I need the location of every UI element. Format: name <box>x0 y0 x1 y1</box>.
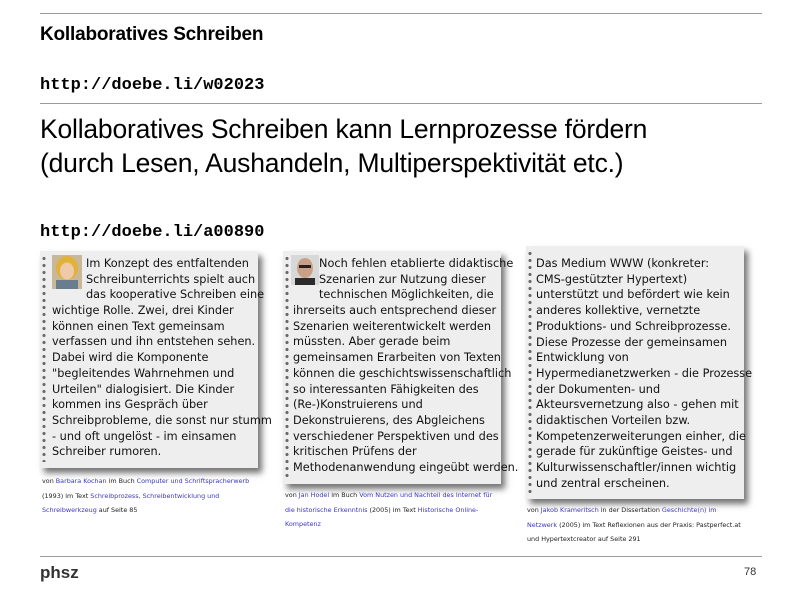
author-link[interactable]: Jan Hodel <box>298 491 330 499</box>
headline-line-1: Kollaboratives Schreiben kann Lernprozesse fördern <box>40 114 648 144</box>
dissertation-link[interactable]: Geschichte(n) im <box>661 506 717 514</box>
quote-text-krameritsch <box>536 256 752 492</box>
quote-line: technischen Möglichkeiten, die <box>319 288 494 302</box>
dissertation-link[interactable]: Netzwerk <box>527 520 558 529</box>
quote-line: Produktions- und Schreibprozesse. <box>536 319 731 333</box>
quote-line: unterstützt und befördert wie kein <box>536 288 730 302</box>
quote-line: das kooperative Schreiben eine <box>86 288 265 302</box>
quote-line: Schreiber rumoren. <box>52 445 162 459</box>
dotted-border <box>285 255 289 478</box>
quote-text-kochan <box>86 256 264 303</box>
quote-line: kommen ins Gespräch über <box>52 398 208 412</box>
quote-box-krameritsch <box>526 246 753 499</box>
quote-line: - und oft ungelöst - im einsamen <box>52 429 237 443</box>
quote-line: gemeinsamen Erarbeiten von Texten <box>293 351 501 365</box>
quote-line: Entwicklung von <box>536 351 629 365</box>
quote-line: Szenarien zur Nutzung dieser <box>319 272 486 286</box>
headline-line-2: (durch Lesen, Aushandeln, Multiperspektivität etc.) <box>40 148 624 178</box>
quote-line: Methodenanwendung eingeübt werden. <box>293 461 519 475</box>
book-link[interactable]: Computer und Schriftspracherwerb <box>136 477 250 485</box>
author-link[interactable]: Jakob Krameritsch <box>540 506 599 514</box>
quote-line: Kulturwissenschaftler/innen wichtig <box>536 461 737 475</box>
quote-line: Hypermedianetzwerken - die Prozesse <box>536 366 753 380</box>
quote-line: Dekonstruierens, des Abgleichens <box>293 413 485 427</box>
top-rule <box>40 13 762 14</box>
avatar-kochan <box>52 255 82 289</box>
text-link[interactable]: Schreibprozess, Schreibentwicklung und <box>90 491 220 500</box>
url-w02023[interactable]: http://doebe.li/w02023 <box>40 76 265 95</box>
quote-line: Schreibprobleme, die sonst nur stumm <box>52 413 272 427</box>
quote-line: ihrerseits auch entsprechend dieser <box>293 304 497 317</box>
phsz-logo: phsz <box>40 563 79 582</box>
url-a00890[interactable]: http://doebe.li/a00890 <box>40 223 265 242</box>
quote-line: können einen Text gemeinsam <box>52 319 225 333</box>
author-link[interactable]: Barbara Kochan <box>55 477 107 485</box>
quote-line: Schreibunterrichts spielt auch <box>86 272 256 286</box>
caption-kochan: von Barbara Kochan im Buch Computer und Schriftspracherwerb (1993) im Text Schreibprozess, Schreibentwicklung und Schreibwerkzeug auf Seite 85 <box>42 477 250 514</box>
quote-text-kochan-cont <box>52 303 272 460</box>
quote-line: müssten. Aber gerade beim <box>293 335 451 349</box>
text-link[interactable]: Kompetenz <box>285 520 321 528</box>
quote-box-kochan <box>40 251 272 468</box>
quote-text-hodel <box>319 256 513 303</box>
quote-line: Diese Prozesse der gemeinsamen <box>536 335 727 349</box>
slide-title: Kollaboratives Schreiben <box>40 24 264 45</box>
quote-line: Noch fehlen etablierte didaktische <box>319 257 514 270</box>
quote-line: (Re-)Konstruierens und <box>293 398 423 412</box>
caption-hodel: von Jan Hodel im Buch Vom Nutzen und Nachteil des Internet für die historische Erkenntnis (2005) im Text Historische Online- Kompetenz <box>285 491 493 528</box>
quote-line: verschiedener Perspektiven und des <box>293 429 499 443</box>
quote-line: so interessanten Fähigkeiten des <box>293 382 479 396</box>
text-link[interactable]: Schreibwerkzeug <box>42 506 97 514</box>
quote-line: gerade für zukünftige Geistes- und <box>536 445 733 459</box>
dotted-border <box>42 255 46 462</box>
quote-line: kritischen Prüfens der <box>293 445 417 459</box>
text-link[interactable]: Historische Online- <box>417 505 479 514</box>
page-number: 78 <box>744 566 757 578</box>
avatar-hodel <box>291 255 319 285</box>
book-link[interactable]: die historische Erkenntnis <box>285 505 368 514</box>
quote-line: Dabei wird die Komponente <box>52 351 209 365</box>
quote-box-hodel <box>283 251 519 484</box>
quote-line: Szenarien weiterentwickelt werden <box>293 319 492 333</box>
quote-line: der Dokumenten- und <box>536 382 661 396</box>
book-link[interactable]: Vom Nutzen und Nachteil des Internet für <box>359 491 493 499</box>
quote-line: und zentral erscheinen. <box>536 476 670 490</box>
quote-line: wichtige Rolle. Zwei, drei Kinder <box>52 304 234 317</box>
quote-line: können die geschichtswissenschaftlich <box>293 366 512 380</box>
quote-line: Akteursvernetzung also - gehen mit <box>536 398 739 412</box>
caption-krameritsch: von Jakob Krameritsch in der Dissertation Geschichte(n) im Netzwerk (2005) im Text Reflexionen aus der Praxis: Pastperfect.at und Hypertextcreator auf Seite 291 <box>527 506 741 543</box>
quote-line: Urteilen" dialogisiert. Die Kinder <box>52 382 235 396</box>
dotted-border <box>528 250 532 493</box>
quote-line: didaktischen Vorteilen bzw. <box>536 414 691 428</box>
header-rule <box>40 103 762 104</box>
quote-line: Kompetenzerweiterungen einher, die <box>536 429 746 443</box>
footer-rule <box>40 556 762 557</box>
headline <box>40 112 647 180</box>
quote-line: Das Medium WWW (konkreter: <box>536 257 710 270</box>
quote-line: CMS-gestützter Hypertext) <box>536 272 688 286</box>
quote-line: "begleitendes Wahrnehmen und <box>52 366 235 380</box>
quote-line: Im Konzept des entfaltenden <box>86 257 249 270</box>
quote-line: anderes kollektive, vernetzte <box>536 304 701 318</box>
quote-line: verfassen und ihn entstehen sehen. <box>52 335 256 349</box>
quote-text-hodel-cont <box>293 303 518 476</box>
